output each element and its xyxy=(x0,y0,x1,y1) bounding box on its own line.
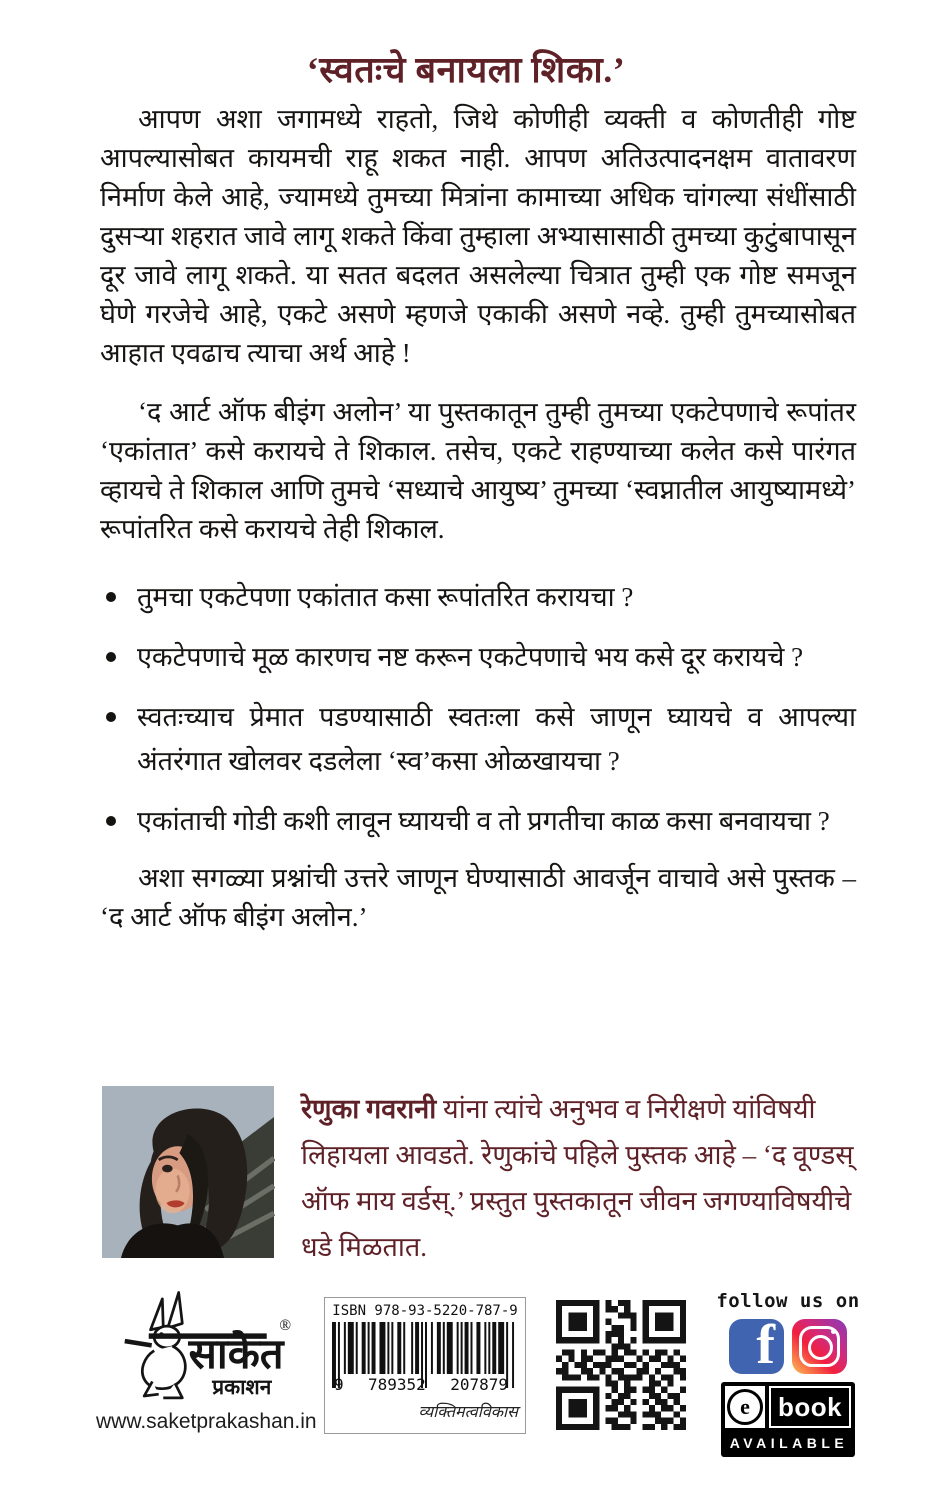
ebook-e-glyph: e xyxy=(727,1389,763,1425)
intro-paragraph: आपण अशा जगामध्ये राहतो, जिथे कोणीही व्यक्ती व कोणतीही गोष्ट आपल्यासोबत कायमची राहू शकत नाही. आपण अतिउत्पादनक्षम वातावरण निर्माण केले आहे, ज्यामध्ये तुमच्या मित्रांना कामाच्या अधिक चांगल्या संधींसाठी दुसऱ्या शहरात जावे लागू शकते किंवा तुम्हाला अभ्यासासाठी तुमच्या कुटुंबापासून दूर जावे लागू शकते. या सतत बदलत असलेल्या चित्रात तुम्ही एक गोष्ट समजून घेणे गरजेचे आहे, एकटे असणे म्हणजे एकाकी असणे नव्हे. तुम्ही तुमच्यासोबत आहात एवढाच त्याचा अर्थ आहे ! xyxy=(100,104,856,368)
follow-us-heading: follow us on xyxy=(716,1290,860,1312)
barcode-digit-group: 9 xyxy=(334,1375,344,1394)
barcode-digit-group: 789352 xyxy=(368,1375,426,1394)
ebook-badge xyxy=(721,1382,855,1457)
ebook-book-label: book xyxy=(769,1386,851,1428)
qr-code-svg xyxy=(556,1300,686,1430)
footer xyxy=(0,1288,932,1488)
facebook-icon xyxy=(729,1319,784,1374)
bullet-item: एकटेपणाचे मूळ कारणच नष्ट करून एकटेपणाचे भय कसे दूर करायचे ? xyxy=(137,635,856,679)
bullet-list xyxy=(100,575,856,843)
facebook-f-glyph: f xyxy=(756,1319,775,1374)
instagram-lens xyxy=(808,1335,833,1360)
instagram-icon xyxy=(792,1319,847,1374)
body-text-column xyxy=(100,100,856,937)
publisher-website: www.saketprakashan.in xyxy=(96,1410,317,1433)
author-name: रेणुका गवरानी xyxy=(301,1094,437,1124)
closing-paragraph: अशा सगळ्या प्रश्नांची उत्तरे जाणून घेण्यासाठी आवर्जून वाचावे असे पुस्तक – ‘द आर्ट ऑफ बीइंग अलोन.’ xyxy=(100,863,856,932)
ebook-e-icon xyxy=(725,1386,765,1428)
publisher-name-main: साकेत xyxy=(188,1331,284,1378)
bullet-item: स्वतःच्याच प्रेमात पडण्यासाठी स्वतःला कसे जाणून घ्यायचे व आपल्या अंतरंगात खोलवर दडलेला ‘स्व’कसा ओळखायचा ? xyxy=(137,695,856,783)
author-portrait-illustration xyxy=(101,1086,275,1258)
ebook-badge-top xyxy=(725,1386,851,1428)
bullet-item: तुमचा एकटेपणा एकांतात कसा रूपांतरित करायचा ? xyxy=(137,575,856,619)
social-block xyxy=(710,1290,866,1457)
author-bio: यांना त्यांचे अनुभव व निरीक्षणे यांविषयी लिहायला आवडते. रेणुकांचे पहिले पुस्तक आहे – ‘द वूण्डस् ऑफ माय वर्डस्.’ प्रस्तुत पुस्तकातून जीवन जगण्याविषयीचे धडे मिळतात. xyxy=(301,1094,854,1262)
barcode-digits xyxy=(332,1375,518,1394)
author-section xyxy=(101,1086,857,1270)
book-description-paragraph: ‘द आर्ट ऑफ बीइंग अलोन’ या पुस्तकातून तुम्ही तुमच्या एकटेपणाचे रूपांतर ‘एकांतात’ कसे करायचे ते शिकाल. तसेच, एकटे राहण्याच्या कलेत कसे पारंगत व्हायचे ते शिकाल आणि तुमचे ‘सध्याचे आयुष्य’ तुमच्या ‘स्वप्नातील आयुष्यामध्ये’ रूपांतरित कसे करायचे तेही शिकाल. xyxy=(100,397,856,544)
barcode-digit-group: 207879 xyxy=(450,1375,508,1394)
instagram-flash-dot xyxy=(831,1329,836,1334)
isbn-label: ISBN 978-93-5220-787-9 xyxy=(332,1303,518,1319)
book-title: ‘स्वतःचे बनायला शिका.’ xyxy=(306,50,626,90)
author-photo xyxy=(101,1086,275,1258)
publisher-logo xyxy=(96,1288,317,1434)
author-bio-text xyxy=(301,1086,857,1270)
bullet-item: एकांताची गोडी कशी लावून घ्यायची व तो प्रगतीचा काळ कसा बनवायचा ? xyxy=(137,799,856,843)
ebook-available-label: AVAILABLE xyxy=(729,1435,849,1451)
publisher-name-sub: प्रकाशन xyxy=(212,1375,272,1400)
barcode-category: व्यक्तिमत्वविकास xyxy=(418,1404,518,1421)
social-icons-row xyxy=(710,1319,866,1374)
qr-code xyxy=(556,1300,686,1430)
isbn-box xyxy=(324,1297,526,1434)
publisher-rabbit-icon xyxy=(96,1288,314,1406)
registered-mark: ® xyxy=(279,1316,292,1334)
